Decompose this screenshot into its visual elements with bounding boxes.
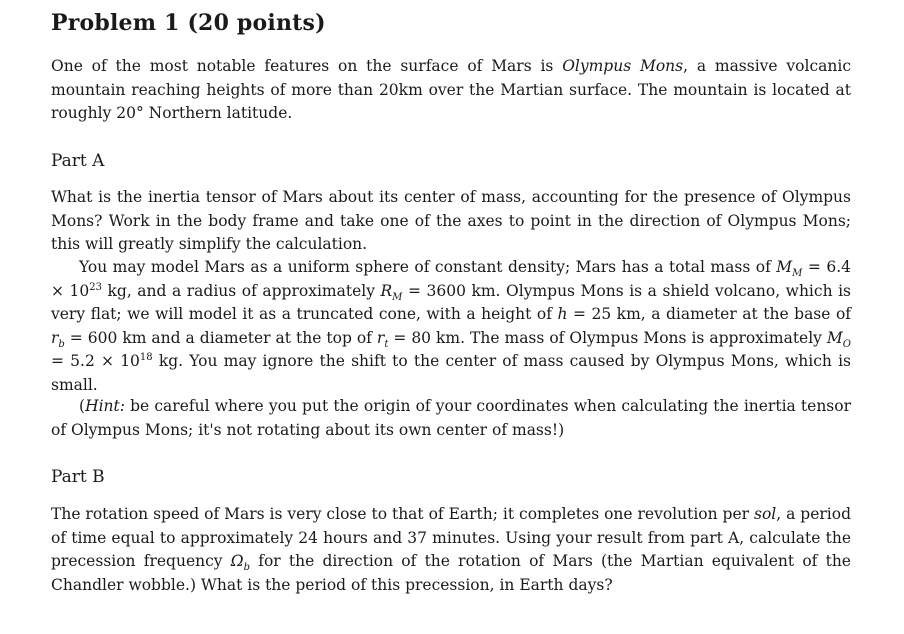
- part-a-model-text: = 5.2 × 10: [51, 352, 140, 370]
- math-precession-frequency: $\Omega_b$: [230, 552, 251, 574]
- hint-paren: (: [79, 397, 86, 415]
- part-b-text: The rotation speed of Mars is very close to that of Earth; it completes one revolution per: [51, 505, 754, 523]
- math-top-radius: $r_t$: [376, 328, 389, 350]
- exponent: 23: [89, 281, 102, 293]
- part-a-model-text: = 6.4 × 10: [51, 258, 851, 300]
- part-a-question: What is the inertia tensor of Mars about its center of mass, accounting for the presence of Olympus Mons? Work in the body frame and take one of the axes to point in the direction of Olympus Mons; this will greatly simplify the calculation.: [51, 188, 851, 253]
- math-mass-olympus: $M_O$: [826, 328, 851, 350]
- part-a-model-text: kg. You may ignore the shift to the center of mass caused by Olympus Mons, which is small.: [51, 352, 851, 394]
- problem-title: Problem 1 (20 points): [51, 10, 326, 36]
- part-a-heading: Part A: [51, 151, 105, 171]
- part-a-model-text: kg, and a radius of approximately: [101, 281, 381, 300]
- intro-emphasis: Olympus Mons: [562, 57, 684, 75]
- math-mass-mars: $M_M$: [776, 258, 803, 280]
- intro-text-1: One of the most notable features on the surface of Mars is: [51, 57, 563, 75]
- intro-text-2: , a massive volcanic mountain reaching heights of more than 20km over the Martian surface. The mountain is located at roughly 20° Northern latitude.: [51, 57, 851, 122]
- part-b-text: for the direction of the rotation of Mars (the Martian equivalent of the Chandler wobble.) What is the period of this precession, in Earth days?: [51, 552, 851, 594]
- part-b-question: [51, 503, 851, 597]
- part-b-text: , a period of time equal to approximately 24 hours and 37 minutes. Using your result from part A, calculate the precession frequency: [51, 505, 852, 570]
- part-b-heading: Part B: [51, 467, 105, 487]
- math-height: h: [557, 305, 568, 323]
- part-a-model-text: = 3600 km. Olympus Mons is a shield volcano, which is very flat; we will model it as a truncated cone, with a height of: [51, 281, 851, 323]
- exponent: 18: [139, 351, 153, 363]
- math-base-radius: $r_b$: [51, 328, 65, 350]
- part-a-model-text: = 80 km. The mass of Olympus Mons is approximately: [388, 328, 827, 347]
- hint-label: Hint:: [85, 397, 125, 415]
- intro-paragraph: [51, 55, 851, 126]
- hint-text: be careful where you put the origin of your coordinates when calculating the inertia tensor of Olympus Mons; it's not rotating about its own center of mass!): [51, 397, 851, 439]
- part-a-model: [51, 256, 851, 397]
- part-a-model-text: = 25 km, a diameter at the base of: [567, 305, 852, 323]
- part-a-model-text: = 600 km and a diameter at the top of: [64, 328, 377, 347]
- part-b-emphasis: sol: [754, 505, 777, 523]
- part-a-hint: [51, 395, 851, 442]
- math-radius-mars: $R_M$: [380, 281, 403, 303]
- part-a-model-text: You may model Mars as a uniform sphere of constant density; Mars has a total mass of: [79, 258, 777, 276]
